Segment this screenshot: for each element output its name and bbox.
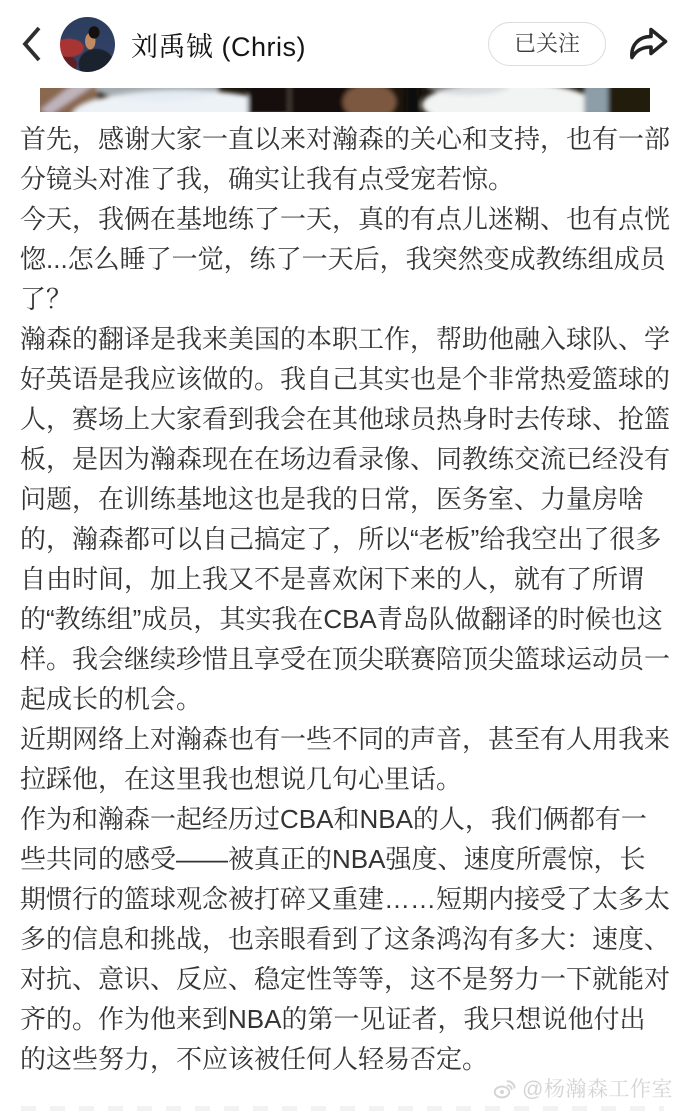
post-header (0, 0, 690, 88)
post-paragraph-4: 近期网络上对瀚森也有一些不同的声音，甚至有人用我来拉踩他，在这里我也想说几句心里话。 (20, 724, 671, 794)
post-text (0, 112, 690, 1079)
back-button[interactable] (14, 22, 48, 66)
post-paragraph-2: 今天，我俩在基地练了一天，真的有点儿迷糊、也有点恍惚...怎么睡了一觉，练了一天后，我突然变成教练组成员了？ (20, 204, 671, 314)
post-paragraph-5: 作为和瀚森一起经历过CBA和NBA的人，我们俩都有一些共同的感受——被真正的NBA强度、速度所震惊，长期惯行的篮球观念被打碎又重建……短期内接受了太多太多的信息和挑战，也亲眼看到了这条鸿沟有多大：速度、对抗、意识、反应、稳定性等等，这不是努力一下就能对齐的。作为他来到NBA的第一见证者，我只想说他付出的这些努力，不应该被任何人轻易否定。 (20, 804, 671, 1074)
watermark (493, 1073, 673, 1103)
next-line-clipped (21, 1106, 664, 1111)
weibo-logo-icon (493, 1078, 517, 1099)
share-arrow-icon (624, 23, 670, 65)
post-paragraph-1: 首先，感谢大家一直以来对瀚森的关心和支持，也有一部分镜头对准了我，确实让我有点受宠若惊。 (20, 124, 671, 194)
post-photo-partial[interactable] (40, 88, 650, 112)
photo-blurred-shapes (40, 88, 650, 112)
post-paragraph-3: 瀚森的翻译是我来美国的本职工作，帮助他融入球队、学好英语是我应该做的。我自己其实也是个非常热爱篮球的人，赛场上大家看到我会在其他球员热身时去传球、抢篮板，是因为瀚森现在在场边看录像、同教练交流已经没有问题，在训练基地这也是我的日常，医务室、力量房啥的，瀚森都可以自己搞定了，所以“老板”给我空出了很多自由时间，加上我又不是喜欢闲下来的人，就有了所谓的“教练组”成员，其实我在CBA青岛队做翻译的时候也这样。我会继续珍惜且享受在顶尖联赛陪顶尖篮球运动员一起成长的机会。 (20, 324, 671, 714)
watermark-text: @杨瀚森工作室 (522, 1078, 673, 1101)
avatar[interactable] (60, 17, 115, 72)
follow-button[interactable]: 已关注 (488, 22, 606, 66)
chevron-left-icon (19, 25, 43, 63)
share-button[interactable] (624, 23, 670, 65)
user-name[interactable]: 刘禹铖 (Chris) (131, 31, 306, 62)
